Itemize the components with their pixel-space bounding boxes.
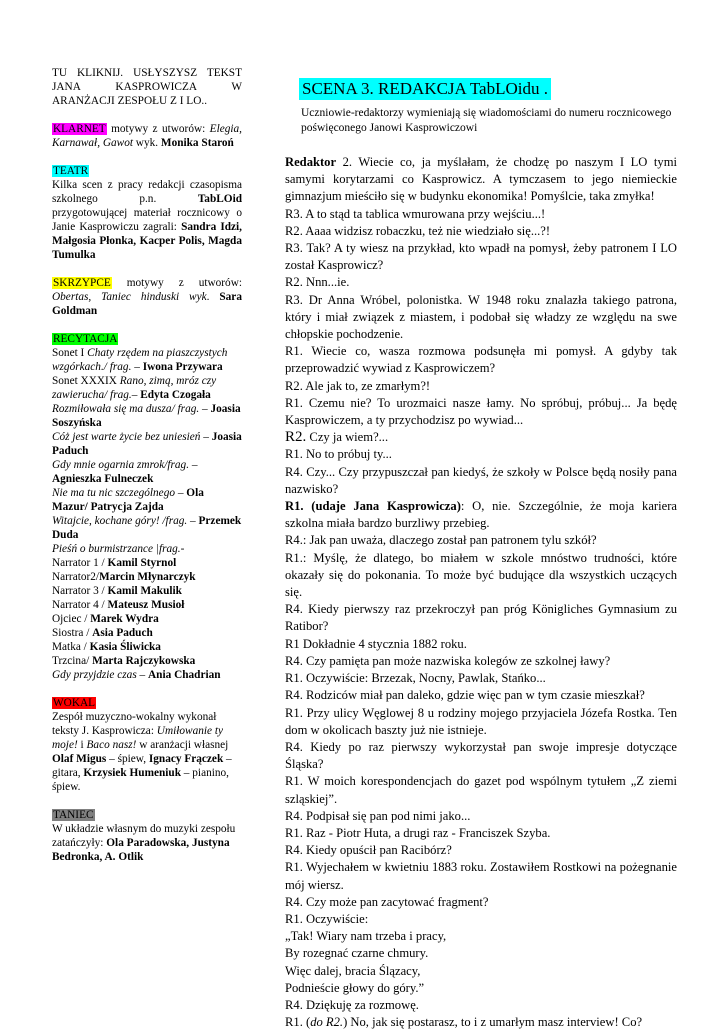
recytacja-work: Rozmiłowała się ma dusza/ frag.: [52, 403, 200, 415]
wokal-text: Zespół muzyczno-wokalny wykonał teksty J. Kasprowicza:: [52, 711, 217, 737]
wokal-performer: Olaf Migus: [52, 753, 107, 765]
klarnet-text2: wyk.: [132, 137, 161, 149]
dialogue-line: [285, 550, 677, 602]
recytacja-sep: –: [131, 361, 143, 373]
recytacja-item: [52, 556, 242, 570]
dialogue-t: R2. Aaaa widzisz robaczku, też nie wiedziało się...?!: [285, 223, 551, 238]
recytacja-performer: Marta Rajczykowska: [92, 655, 196, 667]
scene-column: [285, 78, 677, 1031]
dialogue-t: R4. Podpisał się pan pod nimi jako...: [285, 808, 471, 823]
dialogue-t: „Tak! Wiary nam trzeba i pracy,: [285, 929, 447, 944]
dialogue-line: [285, 343, 677, 377]
skrzypce-tag: SKRZYPCE: [53, 277, 111, 289]
recytacja-item: [52, 570, 242, 584]
recytacja-sep: –: [136, 669, 149, 681]
recytacja-section: [52, 332, 242, 682]
dialogue-line: [285, 532, 677, 549]
dialogue-line: [285, 274, 677, 291]
dialogue-t: R2. Nnn...ie.: [285, 275, 350, 290]
recytacja-item: [52, 612, 242, 626]
dialogue-t: 2. Wiecie co, ja myślałam, że chodzę po naszym I LO tymi samymi korytarzami co Kasprowicz. A tymczasem to jego niemieckie gimnazjum mieściło się w budynku ekonomika! Pomyślcie, taka zmyłka!: [285, 155, 677, 204]
dialogue-line: [285, 911, 677, 928]
recytacja-performer: Agnieszka Fulneczek: [52, 473, 154, 485]
klarnet-performer: Monika Staroń: [160, 137, 234, 149]
recytacja-item: [52, 458, 242, 486]
dialogue-t: R1. Wiecie co, wasza rozmowa podsunęła mi pomysł. A gdyby tak przeprowadzić wywiad z Kasprowiczem?: [285, 344, 677, 376]
audio-link-header[interactable]: TU KLIKNIJ. USŁYSZYSZ TEKST JANA KASPROWICZA W ARANŻACJI ZESPOŁU Z I LO..: [52, 67, 242, 107]
dialogue-t: R4.: Jak pan uważa, dlaczego został pan patronem tylu szkół?: [285, 533, 597, 548]
dialogue-line: [285, 980, 677, 997]
recytacja-item: [52, 402, 242, 430]
recytacja-tag: RECYTACJA: [53, 333, 118, 345]
wokal-role: – pianino, śpiew.: [52, 767, 229, 793]
recytacja-work: Pieśń o burmistrzance |frag.: [52, 543, 181, 555]
dialogue-t: R1. No to próbuj ty...: [285, 447, 392, 462]
recytacja-sep: -: [180, 543, 185, 555]
recytacja-performer: Edyta Czogała: [140, 389, 211, 401]
recytacja-sep: –: [189, 459, 198, 471]
dialogue-t: R1. W moich korespondencjach do gazet pod wspólnym tytułem „Z ziemi szląskiej”.: [285, 774, 677, 806]
dialogue-line: [285, 842, 677, 859]
dialogue-line: [285, 687, 677, 704]
skrzypce-works: Obertas, Taniec hinduski wyk: [52, 291, 207, 303]
dialogue-line: [285, 464, 677, 498]
recytacja-label: Ojciec /: [52, 613, 91, 625]
recytacja-performer: Kasia Śliwicka: [89, 641, 161, 653]
recytacja-item: [52, 486, 242, 514]
dialogue-line: [285, 395, 677, 429]
taniec-dancers: Ola Paradowska, Justyna Bedronka, A. Otlik: [52, 837, 230, 863]
dialogue: [285, 154, 677, 1031]
recytacja-performer: Marcin Młynarczyk: [99, 571, 196, 583]
dialogue-line: [285, 928, 677, 945]
dialogue-line: [285, 292, 677, 344]
wokal-text3: w aranżacji własnej: [136, 739, 229, 751]
dialogue-b: R1. (udaje Jana Kasprowicza): [285, 499, 461, 514]
recytacja-performer: Asia Paduch: [92, 627, 153, 639]
teatr-tag: TEATR: [53, 165, 89, 177]
recytacja-work: Chaty rzędem na piaszczystych wzgórkach./ frag.: [52, 347, 228, 373]
dialogue-line: [285, 498, 677, 532]
dialogue-line: [285, 705, 677, 739]
klarnet-tag: KLARNET: [53, 123, 106, 135]
dialogue-t: By rozegnać czarne chmury.: [285, 946, 429, 961]
wokal-section: [52, 696, 242, 794]
recytacja-item: [52, 584, 242, 598]
dialogue-t: R1. (: [285, 1015, 311, 1030]
teatr-actors: Sandra Idzi, Małgosia Płonka, Kacper Polis, Magda Tumulka: [52, 221, 243, 261]
recytacja-performer: Kamil Styrnol: [107, 557, 177, 569]
recytacja-work: Gdy przyjdzie czas: [52, 669, 137, 681]
recytacja-performer: Joasia Paduch: [52, 431, 242, 457]
recytacja-work: Cóż jest warte życie bez uniesień: [52, 431, 201, 443]
recytacja-label: Siostra /: [52, 627, 93, 639]
dialogue-line: [285, 894, 677, 911]
dialogue-line: [285, 997, 677, 1014]
dialogue-t: : O, nie. Szczególnie, że moja kariera szkolna miała bardzo burzliwy przebieg.: [285, 499, 677, 531]
dialogue-line: [285, 636, 677, 653]
dialogue-t: R4. Dziękuję za rozmowę.: [285, 997, 419, 1012]
recytacja-item: [52, 346, 242, 374]
dialogue-line: [285, 653, 677, 670]
skrzypce-text2: .: [206, 291, 220, 303]
dialogue-line: [285, 446, 677, 463]
dialogue-line: [285, 739, 677, 773]
dialogue-t: Więc dalej, bracia Ślązacy,: [285, 963, 421, 978]
recytacja-performer: Ola Mazur/ Patrycja Zajda: [52, 487, 204, 513]
dialogue-line: [285, 240, 677, 274]
recytacja-work: Nie ma tu nic szczególnego: [52, 487, 175, 499]
dialogue-t: R4. Kiedy pierwszy raz przekroczył pan próg Königliches Gymnasium zu Ratibor?: [285, 602, 677, 634]
recytacja-performer: Joasia Soszyńska: [52, 403, 241, 429]
wokal-work2: Baco nasz!: [86, 739, 137, 751]
dialogue-t: R4. Czy pamięta pan może nazwiska kolegów ze szkolnej ławy?: [285, 653, 611, 668]
recytacja-work: Rano, zimą, mróz czy zawierucha/ frag.: [52, 375, 217, 401]
skrzypce-performer: Sara Goldman: [52, 291, 242, 317]
teatr-journal: TabLOid: [197, 193, 242, 205]
wokal-role: – gitara,: [52, 753, 232, 779]
dialogue-t: Czy ja wiem?...: [306, 430, 389, 445]
recytacja-performer: Ania Chadrian: [148, 669, 221, 681]
dialogue-line: [285, 601, 677, 635]
recytacja-performer: Marek Wydra: [90, 613, 159, 625]
recytacja-item: [52, 626, 242, 640]
recytacja-item: [52, 654, 242, 668]
recytacja-label: Sonet I: [52, 347, 88, 359]
scene-title: SCENA 3. REDAKCJA TabLOidu .: [299, 78, 551, 100]
dialogue-t: R1. Czemu nie? To urozmaici nasze łamy. No spróbuj, próbuj... Ja będę Kasprowiczem, a ty przychodzisz po wywiad...: [285, 395, 677, 428]
dialogue-t: R3. A to stąd ta tablica wmurowana przy wejściu...!: [285, 206, 546, 221]
teatr-text2: przygotowującej materiał rocznicowy o Janie Kasprowiczu zagrali:: [52, 207, 242, 233]
recytacja-label: Matka /: [52, 641, 90, 653]
dialogue-line: [285, 154, 677, 206]
taniec-section: [52, 808, 242, 864]
dialogue-b: Redaktor: [285, 155, 337, 169]
dialogue-t: R3. Dr Anna Wróbel, polonistka. W 1948 roku znalazła takiego patrona, który i miał związek z miastem, i podobał się władzy ze względu na swe chłopskie pochodzenie.: [285, 292, 677, 342]
dialogue-t: R1 Dokładnie 4 stycznia 1882 roku.: [285, 636, 467, 651]
dialogue-line: [285, 808, 677, 825]
dialogue-t: R4. Czy... Czy przypuszczał pan kiedyś, że szkoły w Polsce będą nosiły pana nazwisko?: [285, 464, 677, 496]
dialogue-line: [285, 223, 677, 240]
wokal-role: – śpiew,: [106, 753, 149, 765]
dialogue-t: R4. Rodziców miał pan daleko, gdzie więc pan w tym czasie mieszkał?: [285, 688, 645, 703]
skrzypce-section: [52, 276, 242, 318]
dialogue-t: R1. Oczywiście:: [285, 911, 369, 926]
recytacja-label: Sonet XXXIX: [52, 375, 120, 387]
dialogue-line: [285, 963, 677, 980]
recytacja-sep: –: [187, 515, 199, 527]
dialogue-t: R3. Tak? A ty wiesz na przykład, kto wpadł na pomysł, żeby patronem I LO został Kasprowicz?: [285, 241, 677, 273]
klarnet-text: motywy z utworów:: [106, 123, 210, 135]
dialogue-line: [285, 773, 677, 807]
recytacja-work: Gdy mnie ogarnia zmrok/frag.: [52, 459, 190, 471]
dialogue-t: R4. Kiedy opuścił pan Racibórz?: [285, 843, 452, 858]
recytacja-item: [52, 598, 242, 612]
dialogue-line: [285, 378, 677, 395]
dialogue-t: R1. Wyjechałem w kwietniu 1883 roku. Zostawiłem Rostkowi na pożegnanie mój wiersz.: [285, 860, 677, 892]
recytacja-item: [52, 668, 242, 682]
recytacja-sep: –: [131, 389, 141, 401]
dialogue-t: R1.: Myślę, że dlatego, bo miałem w szkole mnóstwo trudności, które okazały się do pokonania. To może być budujące dla wszystkich uczących się.: [285, 550, 677, 600]
recytacja-sep: –: [199, 403, 211, 415]
dialogue-line: [285, 825, 677, 842]
dialogue-t: R1. Przy ulicy Węglowej 8 u rodziny mojego przyjaciela Józefa Rostka. Ten dom w okolicach baszty już nie istnieje.: [285, 705, 677, 737]
recytacja-performer: Kamil Makulik: [107, 585, 182, 597]
recytacja-sep: –: [175, 487, 187, 499]
dialogue-line: [285, 1014, 677, 1031]
dialogue-line: [285, 859, 677, 893]
recytacja-label: Narrator2/: [52, 571, 100, 583]
dialogue-line: [285, 670, 677, 687]
wokal-tag: WOKAL: [53, 697, 96, 709]
recytacja-item: [52, 374, 242, 402]
recytacja-work: Witajcie, kochane góry! /frag.: [52, 515, 188, 527]
recytacja-label: Narrator 1 /: [52, 557, 108, 569]
recytacja-sep: –: [200, 431, 212, 443]
recytacja-performer: Mateusz Musioł: [107, 599, 185, 611]
recytacja-item: [52, 430, 242, 458]
wokal-text2: i: [77, 739, 87, 751]
recytacja-performer: Przemek Duda: [52, 515, 242, 541]
teatr-text: Kilka scen z pracy redakcji czasopisma szkolnego p.n.: [52, 179, 242, 205]
wokal-performer: Krzysiek Humeniuk: [83, 767, 181, 779]
dialogue-line: [285, 206, 677, 223]
wokal-work1: Umiłowanie ty moje!: [52, 725, 224, 751]
wokal-performer: Ignacy Frączek: [148, 753, 224, 765]
recytacja-item: [52, 640, 242, 654]
recytacja-label: Narrator 3 /: [52, 585, 108, 597]
dialogue-t: R2. Ale jak to, ze zmarłym?!: [285, 378, 431, 393]
credits-column: [52, 66, 242, 864]
scene-subtitle: Uczniowie-redaktorzy wymieniają się wiadomościami do numeru rocznicowego poświęconego Janowi Kasprowiczowi: [301, 107, 672, 134]
dialogue-line: [285, 945, 677, 962]
dialogue-t: R4. Kiedy po raz pierwszy wykorzystał pan swoje impresje dotyczące Śląska?: [285, 739, 677, 772]
dialogue-line: [285, 429, 677, 446]
dialogue-t: R1. Raz - Piotr Huta, a drugi raz - Franciszek Szyba.: [285, 825, 551, 840]
recytacja-performer: Iwona Przywara: [142, 361, 223, 373]
recytacja-item: [52, 542, 242, 556]
recytacja-label: Trzcina/: [52, 655, 93, 667]
taniec-tag: TANIEC: [53, 809, 94, 821]
skrzypce-text: motywy z utworów:: [111, 277, 242, 289]
taniec-text: W układzie własnym do muzyki zespołu zatańczyły:: [52, 823, 236, 849]
recytacja-item: [52, 514, 242, 542]
recytacja-label: Narrator 4 /: [52, 599, 108, 611]
teatr-section: [52, 164, 242, 262]
recytacja-list: [52, 346, 242, 682]
dialogue-t: R4. Czy może pan zacytować fragment?: [285, 894, 489, 909]
dialogue-t2: ) No, jak się postarasz, to i z umarłym masz interview! Co?: [343, 1015, 643, 1030]
dialogue-t: Podnieście głowy do góry.”: [285, 980, 425, 995]
klarnet-section: [52, 122, 242, 150]
dialogue-t: R1. Oczywiście: Brzezak, Nocny, Pawlak, Stańko...: [285, 671, 546, 686]
dialogue-big: R2.: [285, 429, 307, 446]
klarnet-works: Elegia, Karnawał, Gawot: [52, 123, 242, 149]
dialogue-i: do R2.: [310, 1015, 344, 1030]
